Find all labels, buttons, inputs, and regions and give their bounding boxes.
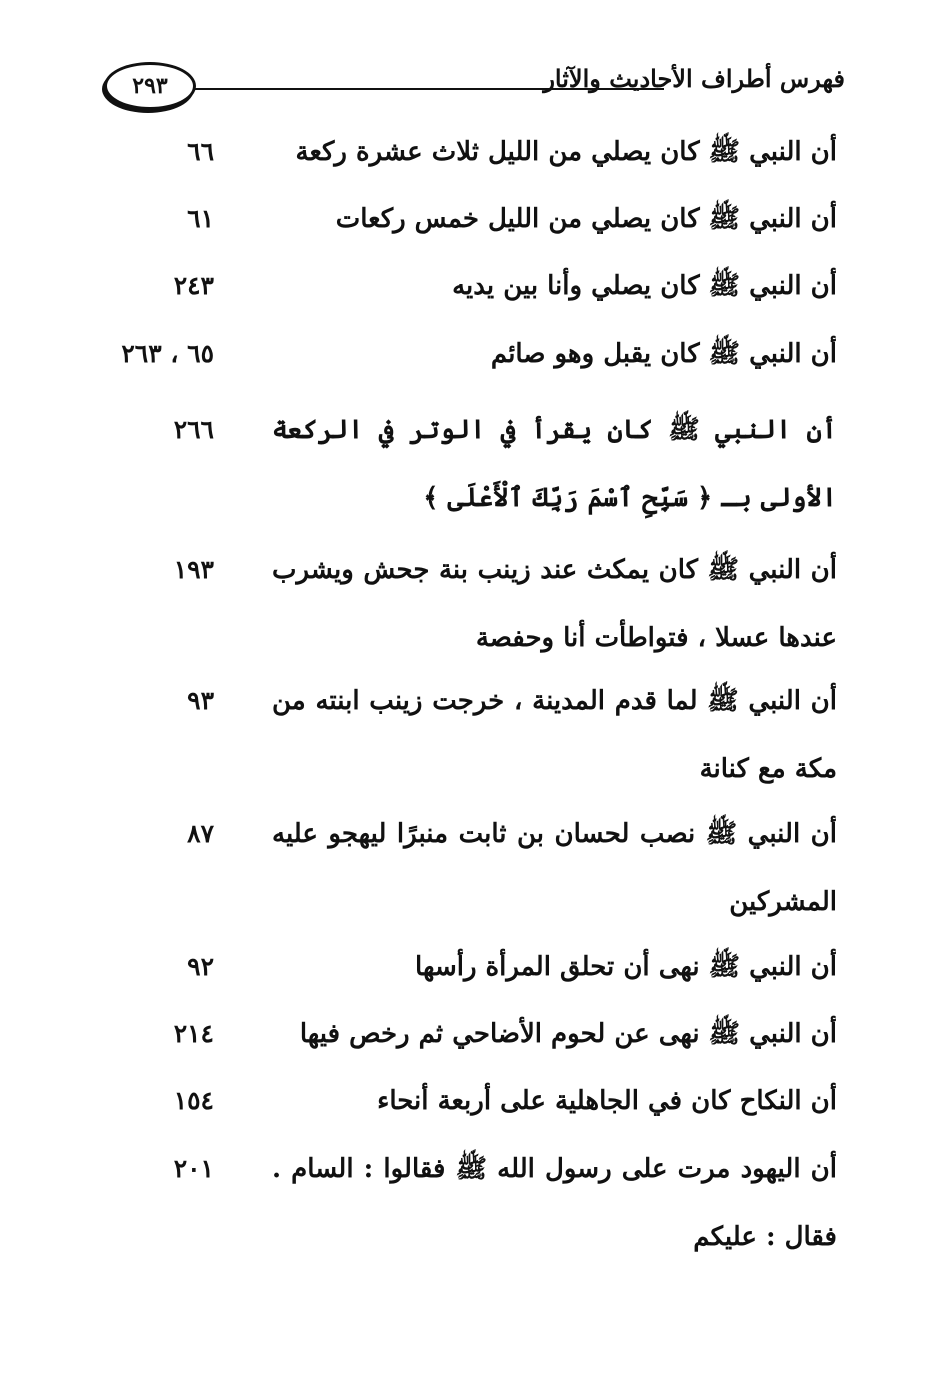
page-number-badge: ٢٩٣ [104,62,196,110]
entry-text: أن النبي ﷺ كان يصلي من الليل ثلاث عشرة ركعة [295,137,837,167]
entry-page-ref: ٩٣ [187,686,214,715]
entry-text: أن النبي ﷺ نهى أن تحلق المرأة رأسها [415,952,837,982]
entry-page-ref: ١٩٣ [173,555,214,584]
entry-page-ref: ١٥٤ [173,1086,214,1115]
entry-page-ref: ٦٦ [187,137,214,166]
entry-page-ref: ٦١ [187,204,214,233]
entry-text: أن النبي ﷺ لما قدم المدينة ، خرجت زينب ابنته من مكة مع كنانة [272,686,837,784]
entry-text: أن النبي ﷺ كان يقرأ في الوتر في الركعة الأولى بـ ﴿ سَبِّحِ ٱسْمَ رَبِّكَ ٱلْأَعْلَى ﴾ [272,415,837,513]
entry-page-ref: ٨٧ [187,819,214,848]
entry-text: أن النبي ﷺ كان يصلي من الليل خمس ركعات [335,204,837,234]
entry-text: أن النبي ﷺ نهى عن لحوم الأضاحي ثم رخص فيها [299,1019,837,1049]
entry-page-ref: ٦٥ ، ٢٦٣ [121,339,214,368]
entry-text: أن النبي ﷺ كان يمكث عند زينب بنة جحش ويشرب عندها عسلا ، فتواطأت أنا وحفصة [272,555,837,653]
entry-text: أن النكاح كان في الجاهلية على أربعة أنحاء [377,1086,837,1116]
entry-page-ref: ٢٠١ [173,1154,214,1183]
entry-page-ref: ٩٢ [187,952,214,981]
entry-page-ref: ٢٤٣ [173,271,214,300]
entry-text: أن النبي ﷺ كان يقبل وهو صائم [490,339,837,369]
entry-text: أن اليهود مرت على رسول الله ﷺ فقالوا : السام . فقال : عليكم [272,1154,837,1252]
entry-page-ref: ٢١٤ [173,1019,214,1048]
entry-text: أن النبي ﷺ كان يصلي وأنا بين يديه [452,271,837,301]
running-title: فهرس أطراف الأحاديث والآثار [543,64,845,93]
entry-text: أن النبي ﷺ نصب لحسان بن ثابت منبرًا ليهجو عليه المشركين [272,819,837,917]
page-header [100,62,845,120]
entry-page-ref: ٢٦٦ [173,415,214,444]
